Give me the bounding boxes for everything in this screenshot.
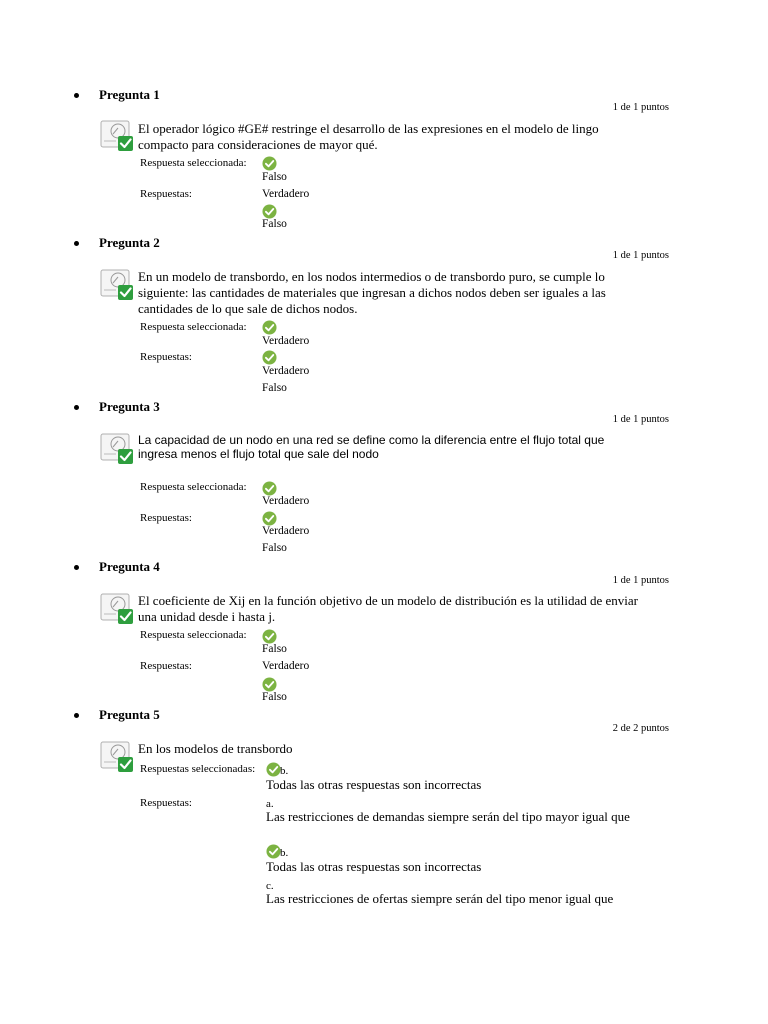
answer-option: Falso xyxy=(262,382,287,394)
answer-option: Verdadero xyxy=(262,365,310,377)
check-circle-icon xyxy=(262,156,277,171)
question-title: Pregunta 5 xyxy=(99,707,160,722)
selected-answers-label: Respuestas seleccionadas: xyxy=(140,763,256,775)
graded-question-icon xyxy=(100,593,134,625)
check-circle-icon xyxy=(262,350,277,365)
answer-option: Verdadero xyxy=(262,188,310,200)
answer-option: Falso xyxy=(262,542,287,554)
answer-option-text: Las restricciones de ofertas siempre serán del tipo menor igual que xyxy=(266,891,614,906)
selected-answer-value: Falso xyxy=(262,171,287,183)
question-points: 1 de 1 puntos xyxy=(612,102,669,113)
check-circle-icon xyxy=(262,320,277,335)
bullet xyxy=(74,241,79,246)
bullet xyxy=(74,713,79,718)
answer-option: Falso xyxy=(262,691,287,703)
answer-option-letter: a. xyxy=(266,798,274,810)
question-points: 1 de 1 puntos xyxy=(612,250,669,261)
selected-answer-value: Falso xyxy=(262,643,287,655)
answer-option: Verdadero xyxy=(262,660,310,672)
answers-label: Respuestas: xyxy=(140,660,192,672)
graded-question-icon xyxy=(100,433,134,465)
selected-answer-label: Respuesta seleccionada: xyxy=(140,629,247,641)
question-text: En un modelo de transbordo, en los nodos intermedios o de transbordo puro, se cumple lo siguiente: las cantidades de materiales que ingresan a dichos nodos deben ser iguales a las cantidades de lo que sale de dichos nodos. xyxy=(138,269,606,316)
answers-label: Respuestas: xyxy=(140,797,192,809)
graded-question-icon xyxy=(100,741,134,773)
question-title: Pregunta 1 xyxy=(99,87,160,102)
answer-option-text: Las restricciones de demandas siempre serán del tipo mayor igual que xyxy=(266,809,630,824)
selected-answer-letter: b. xyxy=(280,765,289,777)
bullet xyxy=(74,405,79,410)
question-title: Pregunta 2 xyxy=(99,235,160,250)
answer-option: Falso xyxy=(262,218,287,230)
bullet xyxy=(74,93,79,98)
selected-answer-value: Verdadero xyxy=(262,495,310,507)
selected-answer-value: Verdadero xyxy=(262,335,310,347)
answer-option-text: Todas las otras respuestas son incorrectas xyxy=(266,859,482,874)
question-text: En los modelos de transbordo xyxy=(138,741,293,756)
question-points: 1 de 1 puntos xyxy=(612,414,669,425)
graded-question-icon xyxy=(100,269,134,301)
selected-answer-value: Todas las otras respuestas son incorrectas xyxy=(266,777,482,792)
question-text: El coeficiente de Xij en la función objetivo de un modelo de distribución es la utilidad de enviar una unidad desde i hasta j. xyxy=(138,593,638,624)
question-text: La capacidad de un nodo en una red se define como la diferencia entre el flujo total que ingresa menos el flujo total que sale del nodo xyxy=(138,433,605,461)
check-circle-icon xyxy=(266,844,281,859)
question-points: 1 de 1 puntos xyxy=(612,575,669,586)
answers-label: Respuestas: xyxy=(140,512,192,524)
question-points: 2 de 2 puntos xyxy=(612,723,669,734)
answer-option-letter: c. xyxy=(266,880,274,892)
answer-option-letter: b. xyxy=(280,847,289,859)
bullet xyxy=(74,565,79,570)
question-title: Pregunta 3 xyxy=(99,399,160,414)
answer-option: Verdadero xyxy=(262,525,310,537)
check-circle-icon xyxy=(266,762,281,777)
question-text: El operador lógico #GE# restringe el desarrollo de las expresiones en el modelo de lingo compacto para consideraciones de mayor qué. xyxy=(138,121,599,152)
selected-answer-label: Respuesta seleccionada: xyxy=(140,321,247,333)
selected-answer-label: Respuesta seleccionada: xyxy=(140,157,247,169)
answers-label: Respuestas: xyxy=(140,351,192,363)
graded-question-icon xyxy=(100,120,134,152)
answers-label: Respuestas: xyxy=(140,188,192,200)
selected-answer-label: Respuesta seleccionada: xyxy=(140,481,247,493)
question-title: Pregunta 4 xyxy=(99,559,160,574)
